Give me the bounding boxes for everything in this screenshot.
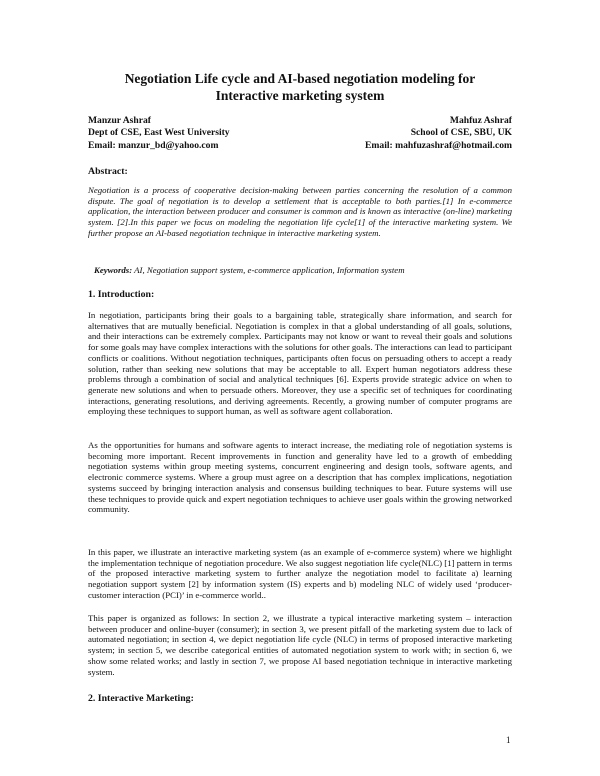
abstract-text: Negotiation is a process of cooperative decision-making between parties concerning the resolution of a common dispute. The goal of negotiation is to develop a settlement that is acceptable to both parties.[1] In e-commerce application, the interaction between producer and consumer is common and is known as interactive (on-line) marketing system. [2].In this paper we focus on modeling the negotiation life cycle[1] of the interactive marketing system. We further propose an AI-based negotiation technique in interactive marketing system.: [88, 185, 512, 238]
intro-paragraph-2: As the opportunities for humans and software agents to interact increase, the mediating role of negotiation systems is becoming more important. Recent improvements in function and generality have led to a growth of embedding negotiation systems within group meeting systems, concurrent engineering and design tools, software agents, and electronic commerce systems. Where a group must agree on a description that has complex implications, negotiation systems succeed by bringing interaction analysis and consensus building techniques to bear. Future systems will use these techniques to provide quick and expert negotiation techniques to achieve user goals within the growing networked community.: [88, 440, 512, 515]
author-dept-row: [88, 127, 512, 139]
author-email-row: [88, 140, 512, 152]
intro-paragraph-1: In negotiation, participants bring their goals to a bargaining table, strategically share information, and search for alternatives that are mutually beneficial. Negotiation is complex in that a global understanding of all goals, solutions, and their interactions can be extremely complex. Participants may not know or want to reveal their goals and solutions for some goals may have complex interactions with the solutions for other goals. The interactions can lead to participant conflicts or coalitions. Without negotiation techniques, participants often focus on persuading others to accept a ready solution, rather than seeking new solutions that may be acceptable to all. Expert human negotiators address these problems through a combination of social and analytical techniques [6]. Experts provide strategic advice on when to generate new solutions and when to persuade others. Moreover, they use a specific set of techniques for coordinating interactions, generating resolutions, and deriving agreements. Recently, a growing number of computer programs are employing these techniques to support human, as well as software agent collaboration.: [88, 310, 512, 417]
keywords: [94, 265, 512, 275]
abstract-heading: Abstract:: [88, 166, 128, 177]
keywords-text: AI, Negotiation support system, e-commerce application, Information system: [132, 265, 405, 275]
section-2-heading: 2. Interactive Marketing:: [88, 693, 194, 704]
intro-paragraph-4: This paper is organized as follows: In section 2, we illustrate a typical interactive marketing system – interaction between producer and online-buyer (consumer); in section 3, we present pitfall of the marketing system due to lack of automated negotiation; in section 4, we depict negotiation life cycle (NLC) in terms of proposed interactive marketing system; in section 5, we describe categorical entities of automated negotiation system to work with; in section 6, we show some related works; and lastly in section 7, we propose AI based negotiation technique in interactive marketing system.: [88, 613, 512, 677]
intro-paragraph-3: In this paper, we illustrate an interactive marketing system (as an example of e-commerce system) where we highlight the implementation technique of negotiation procedure. We also suggest negotiation life cycle(NLC) [1] pattern in terms of the proposed interactive marketing system to further analyze the negotiation model to facilitate a) learning negotiation support system [2] by information system (IS) experts and b) modeling NLC of widely used ‘producer-customer interaction (PCI)’ in e-commerce world..: [88, 547, 512, 600]
paper-title: [60, 70, 540, 104]
author-right-email: Email: mahfuzashraf@hotmail.com: [365, 139, 512, 151]
author-right-dept: School of CSE, SBU, UK: [410, 127, 512, 139]
author-name-row: [88, 115, 512, 127]
author-left-dept: Dept of CSE, East West University: [88, 127, 230, 139]
title-line-2: Interactive marketing system: [215, 88, 385, 103]
author-left-name: Manzur Ashraf: [88, 115, 151, 126]
author-left-email: Email: manzur_bd@yahoo.com: [88, 139, 219, 151]
author-right-name: Mahfuz Ashraf: [449, 115, 512, 126]
section-1-heading: 1. Introduction:: [88, 289, 155, 300]
page-number: 1: [506, 735, 511, 745]
keywords-label: Keywords:: [94, 265, 133, 275]
title-line-1: Negotiation Life cycle and AI-based negotiation modeling for: [124, 71, 476, 86]
author-block: [88, 115, 512, 152]
